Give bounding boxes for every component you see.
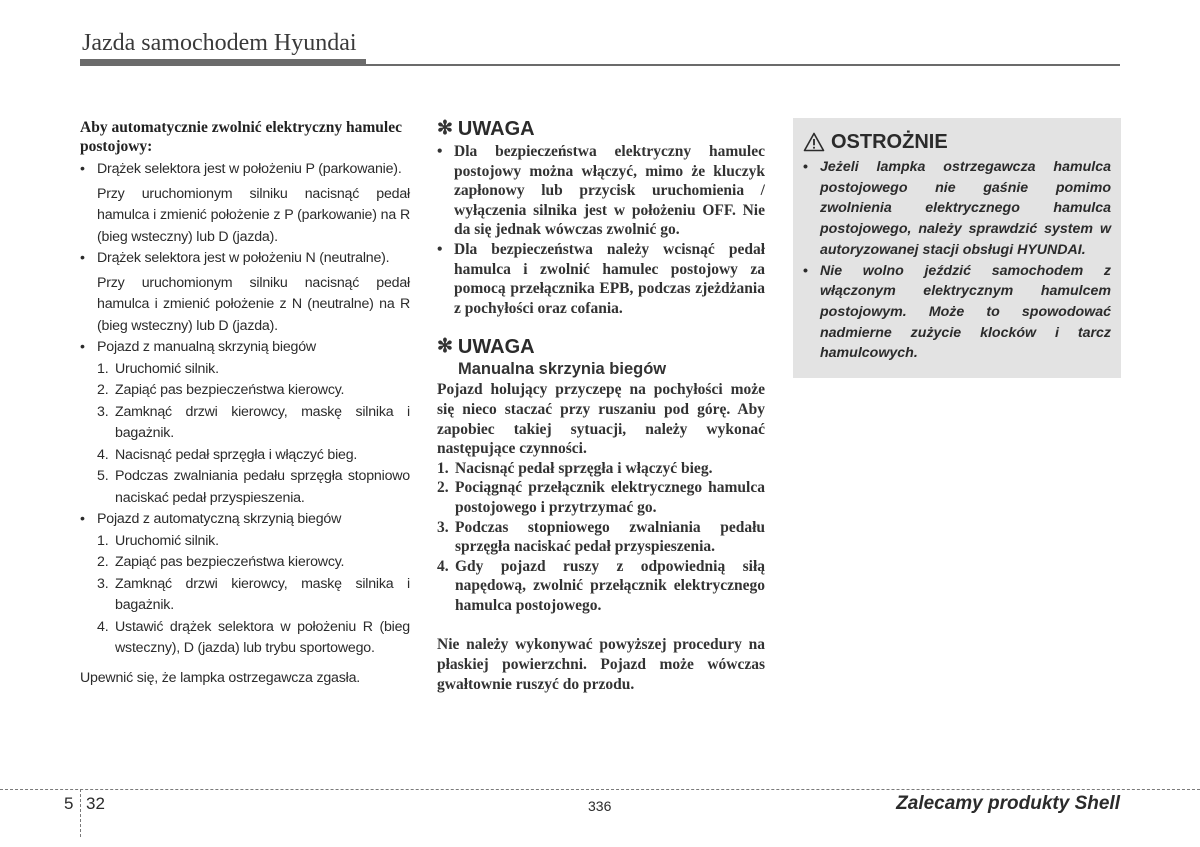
header-rule-thin [366,64,1120,66]
list-item-detail: Przy uruchomionym silniku nacisnąć pedał hamulca i zmienić położenie z N (neutralne) na R (bieg wsteczny) lub D (jazda). [97,274,410,334]
section-heading: Aby automatycznie zwolnić elektryczny hamulec postojowy: [80,119,402,155]
absolute-page-number: 336 [588,798,612,814]
step-item: 1. Nacisnąć pedał sprzęgła i włączyć bieg. [437,459,713,477]
footer-rule [0,789,1200,790]
step-item: 3. Zamknąć drzwi kierowcy, maskę silnika i bagażnik. [97,403,410,441]
step-item: 3. Podczas stopniowego zwalniania pedału sprzęgła naciskać pedał przyspieszenia. [437,518,765,556]
chapter-number: 5 [64,794,74,813]
caution-list [803,157,1111,364]
notice-heading: ✻ UWAGA [437,336,535,359]
warning-triangle-icon [803,132,825,152]
step-item: 2. Pociągnąć przełącznik elektrycznego hamulca postojowego i przytrzymać go. [437,479,765,516]
manual-steps-list [97,359,410,510]
release-conditions-list [80,159,410,660]
column-right [793,118,1121,378]
notice-footnote: Nie należy wykonywać powyższej procedury na płaskiej powierzchni. Pojazd może wówczas gwałtownie ruszyć do przodu. [437,636,765,693]
asterisk-icon: ✻ [437,118,453,139]
list-item: • Jeżeli lampka ostrzegawcza hamulca postojowego nie gaśnie pomimo zwolnienia elektrycznego hamulca postojowego, należy sprawdzić system w autoryzowanej stacji obsługi HYUNDAI. [803,157,1111,261]
list-item-text: • Drążek selektora jest w położeniu P (parkowanie). [97,161,402,177]
list-item [80,337,410,509]
step-item: 4. Gdy pojazd ruszy z odpowiednią siłą napędową, zwolnić przełącznik elektrycznego hamulca postojowego. [437,557,765,614]
list-item-text: • Pojazd z automatyczną skrzynią biegów [97,511,342,527]
footer-slogan: Zalecamy produkty Shell [896,793,1120,814]
running-header-title: Jazda samochodem Hyundai [82,30,357,56]
list-item: • Dla bezpieczeństwa elektryczny hamulec postojowy można włączyć, mimo że kluczyk zapłonowy lub przycisk uruchomienia / wyłączenia silnika jest w położeniu OFF. Nie da się jednak wówczas zwolnić go. [437,142,765,240]
step-item: 4. Nacisnąć pedał sprzęgła i włączyć bieg. [97,446,358,463]
notice-list [437,142,765,318]
list-item [80,248,410,337]
caution-box [793,118,1121,378]
step-item: 2. Zapiąć pas bezpieczeństwa kierowcy. [97,554,345,570]
step-item: 4. Ustawić drążek selektora w położeniu R (bieg wsteczny), D (jazda) lub trybu sportowego. [97,618,410,656]
page-number: 32 [86,794,105,813]
step-item: 5. Podczas zwalniania pedału sprzęgła stopniowo naciskać pedał przyspieszenia. [97,468,410,506]
step-item: 1. Uruchomić silnik. [97,360,219,377]
list-item: • Dla bezpieczeństwa należy wcisnąć pedał hamulca i zwolnić hamulec postojowy za pomocą przełącznika EPB, podczas zjeżdżania z pochyłości oraz cofania. [437,240,765,318]
notice-heading: ✻ UWAGA [437,118,535,140]
caution-heading: OSTROŻNIE [803,130,1111,154]
automatic-steps-list [97,531,410,660]
notice-subheading: Manualna skrzynia biegów [458,360,667,379]
list-item-detail: Przy uruchomionym silniku nacisnąć pedał hamulca i zmienić położenie z P (parkowanie) na R (bieg wsteczny) lub D (jazda). [97,185,410,245]
list-item: • Nie wolno jeździć samochodem z włączonym elektrycznym hamulcem postojowym. Może to spowodować nadmierne zużycie klocków i tarcz hamulcowych. [803,261,1111,365]
column-left [80,118,410,689]
column-middle [437,118,765,710]
notice-intro: Pojazd holujący przyczepę na pochyłości może się nieco staczać przy ruszaniu pod górę. Aby zapobiec takiej sytuacji, należy wykonać następujące czynności. [437,381,765,458]
notice-block-2 [437,336,765,694]
step-item: 1. Uruchomić silnik. [97,532,219,549]
step-item: 3. Zamknąć drzwi kierowcy, maskę silnika i bagażnik. [97,575,410,613]
list-item [80,159,410,248]
header-rule-thick [80,59,366,66]
closing-instruction: Upewnić się, że lampka ostrzegawcza zgasła. [80,669,361,686]
asterisk-icon: ✻ [437,336,453,358]
list-item-text: • Drążek selektora jest w położeniu N (neutralne). [97,250,390,266]
list-item-text: • Pojazd z manualną skrzynią biegów [97,339,316,355]
step-item: 2. Zapiąć pas bezpieczeństwa kierowcy. [97,382,345,398]
towing-steps-list [437,459,765,616]
footer-separator [80,789,81,837]
list-item [80,509,410,660]
notice-block-1 [437,118,765,318]
